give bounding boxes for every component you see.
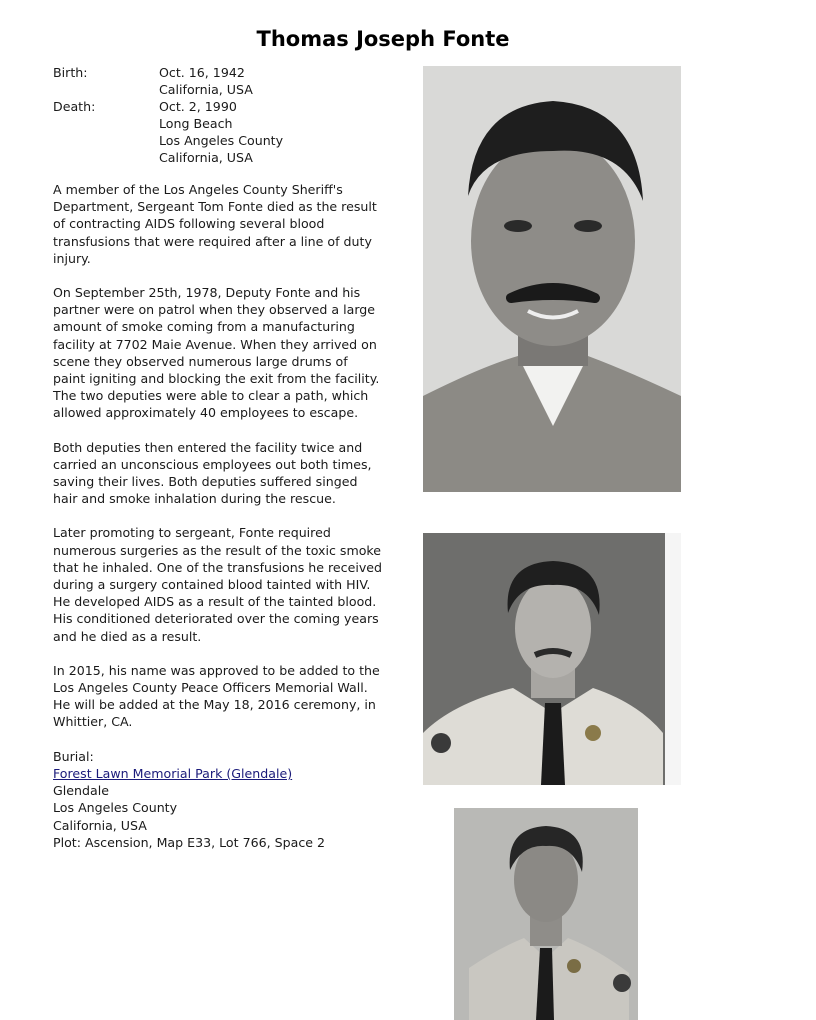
vital-info (53, 64, 283, 166)
biography (53, 181, 383, 851)
page-title: Thomas Joseph Fonte (256, 27, 510, 51)
bio-paragraph: A member of the Los Angeles County Sheriff's Department, Sergeant Tom Fonte died as the result of contracting AIDS following several blood transfusions that were required after a line of duty injury. (53, 182, 377, 266)
burial-info (53, 748, 383, 851)
burial-plot: Plot: Ascension, Map E33, Lot 766, Space 2 (53, 834, 326, 850)
birth-value: Oct. 16, 1942 California, USA (159, 65, 253, 97)
portrait-young-uniform-photo (454, 808, 638, 1020)
bio-paragraph: Both deputies then entered the facility twice and carried an unconscious employees out both times, saving their lives. Both deputies suffered singed hair and smoke inhalation during the rescue. (53, 439, 372, 507)
birth-label: Birth: (53, 65, 88, 80)
death-value: Oct. 2, 1990 Long Beach Los Angeles County California, USA (159, 99, 284, 165)
portrait-closeup-photo (423, 66, 681, 492)
death-label: Death: (53, 99, 96, 114)
bio-paragraph: In 2015, his name was approved to be added to the Los Angeles County Peace Officers Memorial Wall. He will be added at the May 18, 2016 ceremony, in Whittier, CA. (53, 662, 380, 730)
cemetery-link[interactable]: Forest Lawn Memorial Park (Glendale) (53, 765, 293, 781)
burial-city: Glendale (53, 783, 109, 799)
death-row (53, 98, 283, 166)
bio-paragraph: On September 25th, 1978, Deputy Fonte and his partner were on patrol when they observed a large amount of smoke coming from a manufacturing facility at 7702 Maie Avenue. When they arrived on scene they observed numerous large drums of paint igniting and blocking the exit from the facility. The two deputies were able to clear a path, which allowed approximately 40 employees to escape. (53, 285, 380, 421)
portrait-uniform-photo (423, 533, 681, 785)
burial-label: Burial: (53, 748, 94, 764)
burial-county: Los Angeles County (53, 800, 178, 816)
birth-row (53, 64, 283, 98)
burial-state: California, USA (53, 817, 147, 833)
bio-paragraph: Later promoting to sergeant, Fonte required numerous surgeries as the result of the toxic smoke that he inhaled. One of the transfusions he received during a surgery contained blood tainted with HIV. He developed AIDS as a result of the tainted blood. His conditioned deteriorated over the coming years and he died as a result. (53, 525, 383, 644)
